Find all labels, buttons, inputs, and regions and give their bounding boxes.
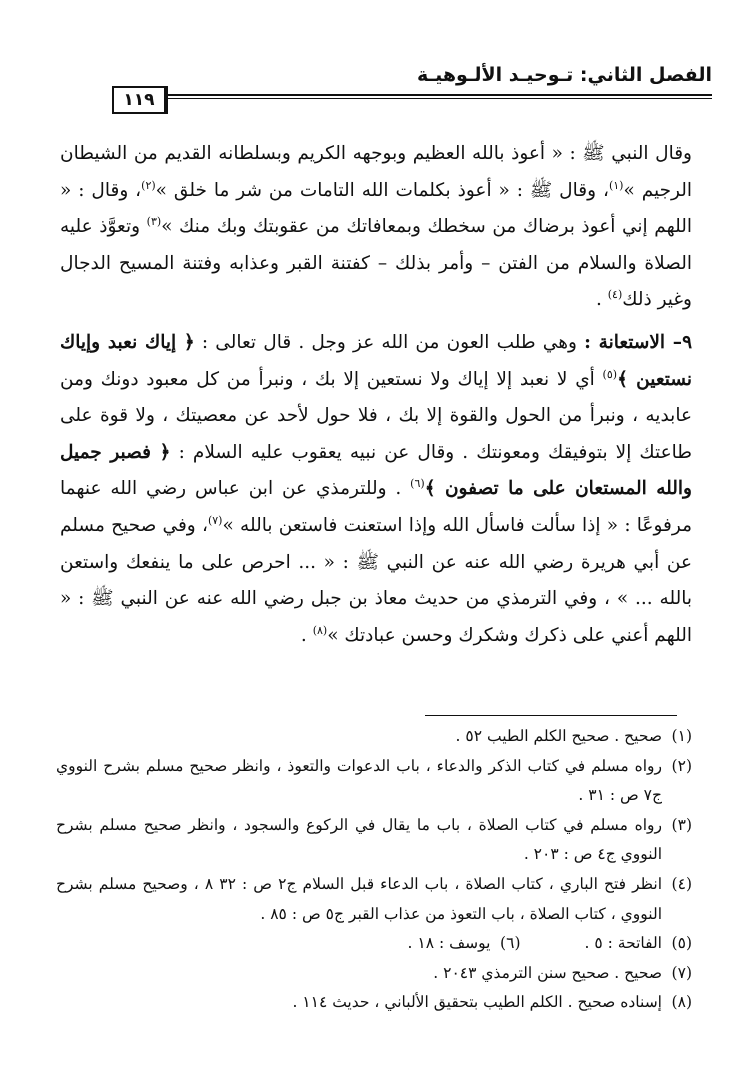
footnote-number: (١)	[671, 727, 692, 745]
footnote-ref: (٤)	[607, 288, 623, 302]
footnote-ref: (٥)	[602, 367, 618, 381]
footnote-ref: (٢)	[141, 178, 156, 192]
footnote-number: (٦)	[500, 934, 521, 953]
footnote-item	[56, 988, 692, 1018]
footnote-number: (٧)	[671, 963, 692, 982]
footnote-number: (٢)	[671, 756, 692, 775]
footnote-text: صحيح . صحيح سنن الترمذي ٢٠٤٣ .	[433, 963, 662, 982]
footnote-text: إسناده صحيح . الكلم الطيب بتحقيق الألباني ، حديث ١١٤ .	[292, 993, 662, 1012]
footnote-number: (٤)	[671, 874, 692, 893]
footnote-text: رواه مسلم في كتاب الذكر والدعاء ، باب الدعوات والتعوذ ، وانظر صحيح مسلم بشرح النووي ج٧ ص : ٣١ .	[56, 756, 662, 805]
footnote-number: (٥)	[671, 934, 692, 953]
footnote-ref: (٨)	[312, 623, 328, 637]
footnote-item	[56, 959, 692, 989]
page-header	[112, 62, 712, 110]
text-run: ، وقال : « اللهم إني أعوذ برضاك من سخطك وبمعافاتك من عقوبتك وبك منك »	[60, 179, 693, 238]
text-run: وتعوَّذ عليه الصلاة والسلام من الفتن – وأمر بذلك – كفتنة القبر وعذابه وفتنة المسيح الدجال وغير ذلك	[60, 216, 692, 311]
text-run: ، وقال ﷺ : « أعوذ بكلمات الله التامات من شر ما خلق »	[155, 179, 609, 201]
footnote-separator	[425, 715, 677, 716]
body-text	[60, 136, 692, 654]
footnote-text: صحيح . صحيح الكلم الطيب ٥٢ .	[455, 727, 662, 745]
text-run: .	[595, 289, 608, 311]
text-run: . وللترمذي عن ابن عباس رضي الله عنهما مرفوعًا : « إذا سألت فاسأل الله وإذا استعنت فاستعن بالله »	[60, 478, 692, 536]
footnote-item	[56, 722, 692, 752]
page-number: ١١٩	[112, 86, 168, 114]
text-run: أي لا نعبد إلا إياك ولا نستعين إلا بك ، ونبرأ من كل معبود دونك ومن عابديه ، ونبرأ من الحول والقوة إلا بك ، فلا حول لأحد عن معصيتك ، ولا قوة على طاعتك إلا بتوفيقك ومعونتك . وقال عن نبيه يعقوب عليه السلام :	[60, 368, 693, 463]
footnote-item	[56, 870, 692, 929]
footnote-ref: (٧)	[207, 513, 223, 527]
footnotes	[56, 722, 692, 1018]
footnote-ref: (٦)	[410, 477, 425, 491]
footnote-item	[56, 811, 692, 870]
footnote-text: الفاتحة : ٥ .	[584, 934, 662, 953]
footnote-text: رواه مسلم في كتاب الصلاة ، باب ما يقال في الركوع والسجود ، وانظر صحيح مسلم بشرح النووي ج٤ ص : ٢٠٣ .	[56, 815, 662, 864]
text-run: ، وفي صحيح مسلم عن أبي هريرة رضي الله عنه عن النبي ﷺ : « ... احرص على ما ينفعك واستعن بالله ... » ، وفي الترمذي من حديث معاذ بن جبل رضي الله عنه عن النبي ﷺ : « اللهم أعني على ذكرك وشكرك وحسن عبادتك »	[60, 514, 692, 646]
footnote-text: يوسف : ١٨ .	[407, 934, 491, 953]
quran-quote: ﴿ إياك نعبد وإياك نستعين ﴾	[60, 331, 693, 390]
section-heading: ٩– الاستعانة :	[584, 331, 692, 353]
footnote-item	[56, 752, 692, 811]
footnote-number: (٨)	[671, 993, 692, 1012]
header-rule	[166, 94, 712, 99]
text-run: وقال النبي ﷺ : « أعوذ بالله العظيم وبوجهه الكريم وبسلطانه القديم من الشيطان الرجيم »	[60, 143, 693, 201]
footnote-number: (٣)	[671, 815, 692, 834]
footnote-ref: (١)	[608, 178, 624, 192]
paragraph-isti'ana	[60, 325, 692, 654]
footnote-item	[408, 929, 521, 959]
footnote-ref: (٣)	[146, 215, 162, 229]
footnote-text: انظر فتح الباري ، كتاب الصلاة ، باب الدعاء قبل السلام ج٢ ص : ٣٢ ٨ ، وصحيح مسلم بشرح النووي ، كتاب الصلاة ، باب التعوذ من عذاب القبر ج٥ ص : ٨٥ .	[56, 874, 663, 923]
chapter-title: الفصل الثاني: تـوحيـد الألـوهيـة	[417, 64, 712, 86]
quran-quote: ﴿ فصبر جميل والله المستعان على ما تصفون ﴾	[60, 441, 692, 500]
text-run: .	[300, 624, 313, 646]
paragraph-isti'adha	[60, 136, 692, 319]
footnote-pair	[56, 929, 692, 959]
footnote-item	[585, 929, 693, 959]
text-run: وهي طلب العون من الله عز وجل . قال تعالى :	[194, 331, 585, 353]
